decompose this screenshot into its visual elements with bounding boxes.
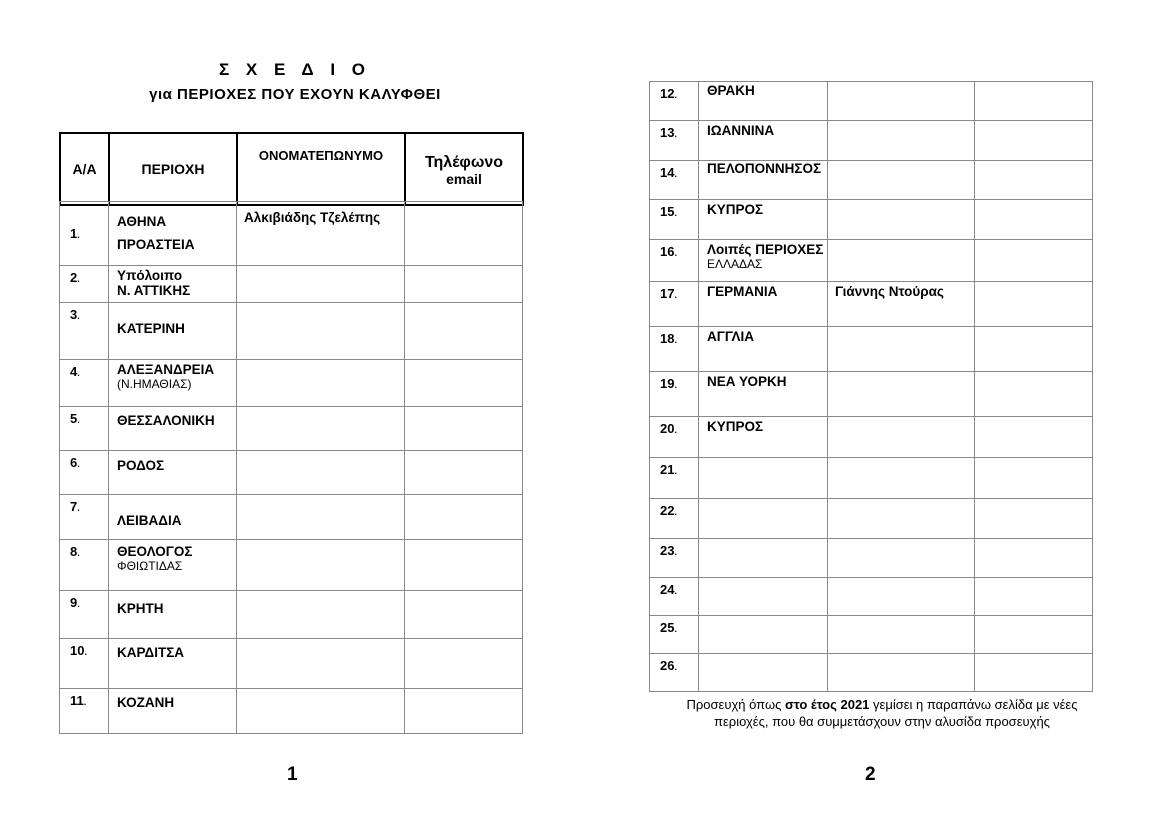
phone-email-cell	[405, 360, 523, 407]
name-cell	[828, 327, 975, 372]
table-row	[650, 327, 1093, 372]
region-name: ΚΑΡΔΙΤΣΑ	[117, 645, 185, 660]
table-row	[60, 202, 523, 266]
row-number-text: 3	[70, 307, 78, 322]
phone-email-cell	[405, 540, 523, 591]
row-number	[650, 372, 699, 417]
header-region: ΠΕΡΙΟΧΗ	[109, 133, 237, 205]
header-aa: Α/Α	[60, 133, 109, 205]
row-number-suffix: .	[674, 169, 677, 179]
table-row	[650, 121, 1093, 161]
region-cell	[109, 360, 237, 407]
region-cell	[699, 327, 828, 372]
row-number	[60, 591, 109, 639]
region-cell	[109, 591, 237, 639]
region-cell	[109, 202, 237, 266]
table-row	[60, 360, 523, 407]
row-number	[650, 82, 699, 121]
phone-email-cell	[405, 591, 523, 639]
row-number-text: 10	[70, 643, 85, 658]
region-name: ΚΟΖΑΝΗ	[117, 695, 175, 710]
phone-email-cell	[975, 417, 1093, 458]
region-name: ΑΓΓΛΙΑ	[707, 329, 755, 344]
row-number-text: 23	[660, 543, 675, 558]
row-number-text: 9	[70, 595, 78, 610]
region-name: ΘΡΑΚΗ	[707, 83, 755, 98]
right-table	[649, 81, 1093, 692]
row-number	[650, 616, 699, 654]
row-number-suffix: .	[83, 697, 87, 707]
phone-email-cell	[975, 458, 1093, 499]
row-number-text: 4	[70, 364, 78, 379]
row-number	[650, 578, 699, 616]
row-number-suffix: .	[674, 507, 677, 517]
row-number	[650, 458, 699, 499]
row-number-suffix: .	[674, 290, 677, 300]
name-cell	[828, 161, 975, 200]
page-number-1: 1	[287, 764, 298, 785]
row-number-suffix: .	[674, 662, 677, 672]
region-cell	[699, 616, 828, 654]
row-number-text: 15	[660, 204, 675, 219]
phone-email-cell	[405, 451, 523, 495]
region-name: ΚΥΠΡΟΣ	[707, 202, 764, 217]
region-cell	[699, 240, 828, 282]
document-title: Σ Χ Ε Δ Ι Ο	[218, 60, 372, 79]
row-number-text: 7	[70, 499, 78, 514]
row-number-text: 13	[660, 125, 675, 140]
region-cell	[109, 407, 237, 451]
name-cell	[828, 616, 975, 654]
name-cell	[237, 540, 405, 591]
table-row	[650, 372, 1093, 417]
name-cell	[828, 499, 975, 539]
table-row	[650, 417, 1093, 458]
row-number-text: 14	[660, 165, 675, 180]
region-cell	[699, 578, 828, 616]
region-name-line2: ΠΡΟΑΣΤΕΙΑ	[117, 237, 195, 252]
table-row	[60, 591, 523, 639]
row-number-suffix: .	[77, 415, 80, 425]
row-number	[650, 240, 699, 282]
row-number	[650, 161, 699, 200]
header-name: ΟΝΟΜΑΤΕΠΩΝΥΜΟ	[237, 133, 405, 205]
footer-note	[680, 696, 1084, 730]
name-cell	[828, 654, 975, 692]
region-name: Υπόλοιπο	[117, 268, 183, 283]
row-number-text: 1	[70, 226, 78, 241]
phone-email-cell	[405, 202, 523, 266]
row-number-suffix: .	[674, 624, 677, 634]
row-number-text: 24	[660, 582, 675, 597]
region-name: ΘΕΣΣΑΛΟΝΙΚΗ	[117, 413, 215, 428]
row-number	[60, 540, 109, 591]
region-name-line2: Ν. ΑΤΤΙΚΗΣ	[117, 283, 191, 298]
table-row	[650, 82, 1093, 121]
name-cell	[828, 372, 975, 417]
name-cell	[237, 360, 405, 407]
name-cell	[237, 266, 405, 303]
name-cell	[828, 121, 975, 161]
region-cell	[109, 689, 237, 734]
name-cell	[828, 282, 975, 327]
phone-email-cell	[405, 495, 523, 540]
table-row	[60, 689, 523, 734]
row-number-text: 20	[660, 421, 675, 436]
row-number-suffix: .	[674, 129, 677, 139]
region-cell	[699, 499, 828, 539]
name-cell	[237, 495, 405, 540]
phone-email-cell	[975, 539, 1093, 578]
phone-email-cell	[975, 121, 1093, 161]
table-row	[650, 161, 1093, 200]
row-number-suffix: .	[77, 459, 80, 469]
row-number	[650, 654, 699, 692]
row-number-suffix: .	[77, 311, 80, 321]
name-cell	[828, 458, 975, 499]
row-number	[60, 360, 109, 407]
row-number-text: 5	[70, 411, 78, 426]
region-name: ΚΡΗΤΗ	[117, 601, 164, 616]
row-number	[60, 495, 109, 540]
row-number-text: 21	[660, 462, 675, 477]
region-cell	[699, 82, 828, 121]
note-post: γεμίσει η παραπάνω σελίδα με νέες περιοχές, που θα συμμετάσχουν στην αλυσίδα προσευχής	[714, 697, 1078, 729]
region-cell	[109, 639, 237, 689]
header-table	[59, 132, 524, 206]
region-name: ΑΛΕΞΑΝΔΡΕΙΑ	[117, 362, 215, 377]
name-cell	[237, 202, 405, 266]
name-cell	[237, 639, 405, 689]
name-cell	[237, 407, 405, 451]
row-number-text: 26	[660, 658, 675, 673]
phone-email-cell	[405, 689, 523, 734]
phone-email-cell	[975, 161, 1093, 200]
row-number-suffix: .	[77, 368, 80, 378]
row-number-text: 22	[660, 503, 675, 518]
phone-email-cell	[975, 578, 1093, 616]
row-number-suffix: .	[674, 380, 677, 390]
row-number-suffix: .	[84, 647, 87, 657]
name-cell	[237, 689, 405, 734]
row-number-text: 8	[70, 544, 78, 559]
region-cell	[699, 282, 828, 327]
region-cell	[699, 539, 828, 578]
region-cell	[109, 495, 237, 540]
table-row	[650, 282, 1093, 327]
row-number-text: 11	[70, 693, 84, 708]
region-cell	[109, 266, 237, 303]
row-number-text: 19	[660, 376, 675, 391]
row-number-suffix: .	[77, 548, 80, 558]
phone-email-cell	[405, 303, 523, 360]
name-cell	[828, 82, 975, 121]
name-cell	[828, 417, 975, 458]
region-name: Λοιπές ΠΕΡΙΟΧΕΣ	[707, 242, 824, 257]
phone-email-cell	[405, 407, 523, 451]
row-number-suffix: .	[674, 335, 677, 345]
table-row	[60, 407, 523, 451]
phone-email-cell	[405, 266, 523, 303]
table-row	[650, 616, 1093, 654]
region-name: ΚΑΤΕΡΙΝΗ	[117, 321, 185, 336]
phone-email-cell	[975, 654, 1093, 692]
phone-email-cell	[975, 372, 1093, 417]
row-number-suffix: .	[674, 208, 677, 218]
header-phone-email	[405, 133, 523, 205]
region-subtitle: ΦΘΙΩΤΙΔΑΣ	[117, 559, 183, 573]
row-number-suffix: .	[77, 230, 80, 240]
row-number-text: 6	[70, 455, 78, 470]
phone-email-cell	[405, 639, 523, 689]
row-number	[650, 121, 699, 161]
row-number-text: 2	[70, 270, 78, 285]
page-number-2: 2	[865, 764, 876, 785]
phone-email-cell	[975, 499, 1093, 539]
name-cell	[237, 303, 405, 360]
table-row	[60, 451, 523, 495]
name-cell	[828, 240, 975, 282]
name-cell	[828, 539, 975, 578]
row-number	[650, 499, 699, 539]
table-row	[650, 458, 1093, 499]
phone-email-cell	[975, 282, 1093, 327]
region-name: ΘΕΟΛΟΓΟΣ	[117, 544, 193, 559]
region-name: ΝΕΑ ΥΟΡΚΗ	[707, 374, 787, 389]
row-number	[60, 202, 109, 266]
table-row	[60, 639, 523, 689]
table-row	[650, 654, 1093, 692]
row-number	[650, 417, 699, 458]
row-number-text: 16	[660, 244, 675, 259]
table-row	[60, 266, 523, 303]
row-number	[60, 451, 109, 495]
row-number-text: 17	[660, 286, 675, 301]
region-cell	[109, 303, 237, 360]
region-name: ΑΘΗΝΑ	[117, 214, 167, 229]
header-email: email	[446, 171, 482, 187]
region-cell	[699, 417, 828, 458]
table-row	[650, 578, 1093, 616]
row-number-suffix: .	[674, 248, 677, 258]
row-number-suffix: .	[674, 466, 677, 476]
region-subtitle: ΕΛΛΑΔΑΣ	[707, 257, 763, 271]
phone-email-cell	[975, 200, 1093, 240]
table-row	[60, 303, 523, 360]
row-number-suffix: .	[674, 547, 677, 557]
name-cell	[828, 200, 975, 240]
row-number-suffix: .	[77, 503, 80, 513]
document-subtitle: για ΠΕΡΙΟΧΕΣ ΠΟΥ ΕΧΟΥΝ ΚΑΛΥΦΘΕΙ	[149, 86, 441, 103]
name-cell	[237, 591, 405, 639]
table-row	[650, 240, 1093, 282]
table-row	[650, 200, 1093, 240]
row-number	[650, 539, 699, 578]
region-name: ΓΕΡΜΑΝΙΑ	[707, 284, 778, 299]
row-number-suffix: .	[77, 274, 80, 284]
name-cell	[237, 451, 405, 495]
region-cell	[109, 540, 237, 591]
row-number-text: 25	[660, 620, 675, 635]
person-name: Αλκιβιάδης Τζελέπης	[244, 210, 381, 225]
table-row	[60, 540, 523, 591]
row-number	[60, 407, 109, 451]
region-name: ΙΩΑΝΝΙΝΑ	[707, 123, 775, 138]
row-number	[60, 689, 109, 734]
table-row	[650, 539, 1093, 578]
region-name: ΠΕΛΟΠΟΝΝΗΣΟΣ	[707, 161, 822, 176]
phone-email-cell	[975, 82, 1093, 121]
region-cell	[699, 121, 828, 161]
header-phone: Τηλέφωνο	[424, 154, 504, 171]
note-bold: στο έτος 2021	[784, 697, 870, 712]
phone-email-cell	[975, 240, 1093, 282]
row-number-text: 12	[660, 86, 675, 101]
region-cell	[109, 451, 237, 495]
row-number	[650, 327, 699, 372]
table-row	[60, 495, 523, 540]
region-cell	[699, 372, 828, 417]
region-name: ΚΥΠΡΟΣ	[707, 419, 764, 434]
row-number-suffix: .	[77, 599, 80, 609]
region-name: ΛΕΙΒΑΔΙΑ	[117, 513, 182, 528]
phone-email-cell	[975, 616, 1093, 654]
name-cell	[828, 578, 975, 616]
table-row	[650, 499, 1093, 539]
phone-email-cell	[975, 327, 1093, 372]
row-number	[650, 282, 699, 327]
row-number-text: 18	[660, 331, 675, 346]
row-number	[60, 639, 109, 689]
row-number-suffix: .	[674, 90, 677, 100]
left-table	[59, 201, 523, 734]
region-name: ΡΟΔΟΣ	[117, 458, 165, 473]
region-cell	[699, 654, 828, 692]
person-name: Γιάννης Ντούρας	[835, 284, 944, 299]
note-pre: Προσευχή όπως	[686, 697, 785, 712]
region-cell	[699, 458, 828, 499]
row-number	[60, 266, 109, 303]
row-number-suffix: .	[674, 586, 677, 596]
region-cell	[699, 161, 828, 200]
row-number-suffix: .	[674, 425, 677, 435]
region-subtitle: (Ν.ΗΜΑΘΙΑΣ)	[117, 377, 192, 391]
row-number	[60, 303, 109, 360]
region-cell	[699, 200, 828, 240]
row-number	[650, 200, 699, 240]
